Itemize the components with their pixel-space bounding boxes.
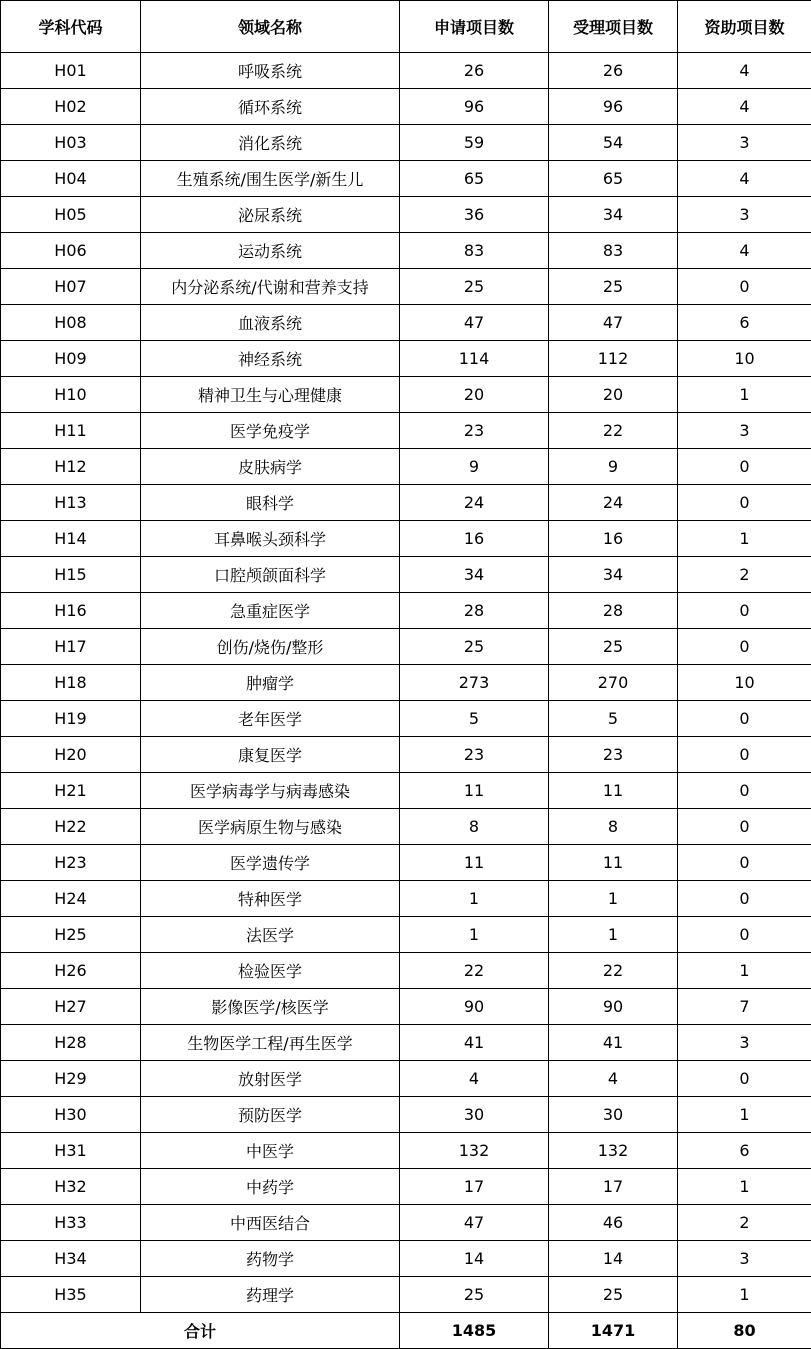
table-row [1,1025,811,1061]
table-body [1,53,811,1313]
subject-code-cell: H19 [1,701,141,737]
accepted-count-cell: 20 [549,377,678,413]
funded-count-cell: 0 [678,737,811,773]
applied-count-cell: 22 [400,953,549,989]
subject-code-cell: H33 [1,1205,141,1241]
field-name-cell: 肿瘤学 [141,665,400,701]
funded-count-cell: 3 [678,125,811,161]
table-row [1,989,811,1025]
accepted-count-cell: 83 [549,233,678,269]
applied-count-cell: 1 [400,917,549,953]
table-row [1,1277,811,1313]
applied-count-cell: 83 [400,233,549,269]
accepted-count-cell: 112 [549,341,678,377]
table-row [1,377,811,413]
subject-code-cell: H18 [1,665,141,701]
table-row [1,233,811,269]
subject-code-cell: H13 [1,485,141,521]
table-row [1,413,811,449]
subject-code-cell: H17 [1,629,141,665]
field-name-cell: 医学遗传学 [141,845,400,881]
header-funded-count: 资助项目数 [678,1,811,53]
table-row [1,1061,811,1097]
funded-count-cell: 0 [678,701,811,737]
funded-count-cell: 1 [678,953,811,989]
funded-count-cell: 1 [678,1097,811,1133]
applied-count-cell: 41 [400,1025,549,1061]
applied-count-cell: 65 [400,161,549,197]
funded-count-cell: 0 [678,773,811,809]
subject-code-cell: H24 [1,881,141,917]
accepted-count-cell: 8 [549,809,678,845]
subject-code-cell: H14 [1,521,141,557]
applied-count-cell: 1 [400,881,549,917]
applied-count-cell: 34 [400,557,549,593]
accepted-count-cell: 11 [549,845,678,881]
accepted-count-cell: 34 [549,197,678,233]
applied-count-cell: 25 [400,269,549,305]
accepted-count-cell: 96 [549,89,678,125]
table-row [1,629,811,665]
subject-code-cell: H15 [1,557,141,593]
accepted-count-cell: 47 [549,305,678,341]
field-name-cell: 呼吸系统 [141,53,400,89]
accepted-count-cell: 41 [549,1025,678,1061]
table-row [1,53,811,89]
field-name-cell: 耳鼻喉头颈科学 [141,521,400,557]
subject-code-cell: H29 [1,1061,141,1097]
field-name-cell: 医学免疫学 [141,413,400,449]
field-name-cell: 影像医学/核医学 [141,989,400,1025]
subject-code-cell: H21 [1,773,141,809]
subject-code-cell: H25 [1,917,141,953]
funded-count-cell: 1 [678,377,811,413]
applied-count-cell: 47 [400,305,549,341]
table-row [1,125,811,161]
applied-count-cell: 8 [400,809,549,845]
field-name-cell: 药理学 [141,1277,400,1313]
header-row [1,1,811,53]
applied-count-cell: 11 [400,845,549,881]
field-name-cell: 中药学 [141,1169,400,1205]
applied-count-cell: 16 [400,521,549,557]
applied-count-cell: 25 [400,1277,549,1313]
subject-code-cell: H28 [1,1025,141,1061]
applied-count-cell: 96 [400,89,549,125]
subject-code-cell: H07 [1,269,141,305]
accepted-count-cell: 34 [549,557,678,593]
table-row [1,917,811,953]
table-row [1,845,811,881]
field-name-cell: 泌尿系统 [141,197,400,233]
accepted-count-cell: 11 [549,773,678,809]
subject-code-cell: H06 [1,233,141,269]
applied-count-cell: 25 [400,629,549,665]
subject-code-cell: H08 [1,305,141,341]
field-name-cell: 康复医学 [141,737,400,773]
funded-count-cell: 10 [678,665,811,701]
field-name-cell: 法医学 [141,917,400,953]
funded-count-cell: 10 [678,341,811,377]
field-name-cell: 预防医学 [141,1097,400,1133]
subject-code-cell: H11 [1,413,141,449]
subject-code-cell: H09 [1,341,141,377]
field-name-cell: 神经系统 [141,341,400,377]
subject-code-cell: H05 [1,197,141,233]
table-row [1,1097,811,1133]
table-row [1,89,811,125]
field-name-cell: 检验医学 [141,953,400,989]
applied-count-cell: 20 [400,377,549,413]
funded-count-cell: 0 [678,449,811,485]
subject-code-cell: H35 [1,1277,141,1313]
subject-code-cell: H30 [1,1097,141,1133]
field-name-cell: 血液系统 [141,305,400,341]
accepted-count-cell: 22 [549,953,678,989]
accepted-count-cell: 30 [549,1097,678,1133]
field-name-cell: 中西医结合 [141,1205,400,1241]
subject-code-cell: H32 [1,1169,141,1205]
applied-count-cell: 26 [400,53,549,89]
header-field-name: 领域名称 [141,1,400,53]
funded-count-cell: 2 [678,557,811,593]
applied-count-cell: 17 [400,1169,549,1205]
accepted-count-cell: 90 [549,989,678,1025]
subject-code-cell: H02 [1,89,141,125]
applied-count-cell: 23 [400,413,549,449]
accepted-count-cell: 17 [549,1169,678,1205]
total-row [1,1313,811,1349]
funded-count-cell: 0 [678,485,811,521]
accepted-count-cell: 46 [549,1205,678,1241]
accepted-count-cell: 28 [549,593,678,629]
table-row [1,773,811,809]
subject-code-cell: H10 [1,377,141,413]
accepted-count-cell: 65 [549,161,678,197]
table-row [1,809,811,845]
applied-count-cell: 24 [400,485,549,521]
subject-code-cell: H22 [1,809,141,845]
field-name-cell: 医学病毒学与病毒感染 [141,773,400,809]
accepted-count-cell: 54 [549,125,678,161]
total-accepted: 1471 [549,1313,678,1349]
accepted-count-cell: 1 [549,881,678,917]
subject-code-cell: H03 [1,125,141,161]
accepted-count-cell: 14 [549,1241,678,1277]
field-name-cell: 生殖系统/围生医学/新生儿 [141,161,400,197]
field-name-cell: 消化系统 [141,125,400,161]
applied-count-cell: 90 [400,989,549,1025]
applied-count-cell: 273 [400,665,549,701]
field-name-cell: 生物医学工程/再生医学 [141,1025,400,1061]
accepted-count-cell: 25 [549,269,678,305]
funded-count-cell: 4 [678,161,811,197]
funded-count-cell: 2 [678,1205,811,1241]
applied-count-cell: 5 [400,701,549,737]
table-row [1,701,811,737]
table-row [1,521,811,557]
accepted-count-cell: 1 [549,917,678,953]
field-name-cell: 放射医学 [141,1061,400,1097]
accepted-count-cell: 26 [549,53,678,89]
funded-count-cell: 0 [678,881,811,917]
funded-count-cell: 6 [678,1133,811,1169]
funded-count-cell: 4 [678,89,811,125]
applied-count-cell: 36 [400,197,549,233]
subject-code-cell: H16 [1,593,141,629]
subject-code-cell: H31 [1,1133,141,1169]
table-row [1,269,811,305]
funded-count-cell: 1 [678,1277,811,1313]
field-name-cell: 特种医学 [141,881,400,917]
accepted-count-cell: 4 [549,1061,678,1097]
accepted-count-cell: 9 [549,449,678,485]
field-name-cell: 运动系统 [141,233,400,269]
funded-count-cell: 1 [678,521,811,557]
applied-count-cell: 47 [400,1205,549,1241]
field-name-cell: 老年医学 [141,701,400,737]
funded-count-cell: 7 [678,989,811,1025]
funded-count-cell: 0 [678,629,811,665]
field-name-cell: 循环系统 [141,89,400,125]
accepted-count-cell: 25 [549,629,678,665]
funded-count-cell: 0 [678,269,811,305]
funded-count-cell: 3 [678,1025,811,1061]
field-name-cell: 皮肤病学 [141,449,400,485]
total-applied: 1485 [400,1313,549,1349]
funded-count-cell: 4 [678,233,811,269]
total-label: 合计 [1,1313,400,1349]
table-row [1,881,811,917]
table-row [1,737,811,773]
applied-count-cell: 59 [400,125,549,161]
subject-code-cell: H04 [1,161,141,197]
total-funded: 80 [678,1313,811,1349]
field-name-cell: 创伤/烧伤/整形 [141,629,400,665]
funded-count-cell: 3 [678,413,811,449]
subject-code-cell: H01 [1,53,141,89]
table-row [1,665,811,701]
accepted-count-cell: 23 [549,737,678,773]
table-row [1,197,811,233]
header-accepted-count: 受理项目数 [549,1,678,53]
table-row [1,953,811,989]
funded-count-cell: 0 [678,1061,811,1097]
accepted-count-cell: 25 [549,1277,678,1313]
table-row [1,1133,811,1169]
accepted-count-cell: 22 [549,413,678,449]
funded-count-cell: 0 [678,809,811,845]
field-name-cell: 药物学 [141,1241,400,1277]
accepted-count-cell: 24 [549,485,678,521]
field-name-cell: 眼科学 [141,485,400,521]
field-name-cell: 内分泌系统/代谢和营养支持 [141,269,400,305]
table-row [1,557,811,593]
accepted-count-cell: 132 [549,1133,678,1169]
accepted-count-cell: 270 [549,665,678,701]
funded-count-cell: 6 [678,305,811,341]
funded-count-cell: 0 [678,917,811,953]
funded-count-cell: 0 [678,593,811,629]
header-applied-count: 申请项目数 [400,1,549,53]
funded-count-cell: 1 [678,1169,811,1205]
subject-code-cell: H34 [1,1241,141,1277]
subject-code-cell: H23 [1,845,141,881]
subject-code-cell: H27 [1,989,141,1025]
table-row [1,1169,811,1205]
field-name-cell: 中医学 [141,1133,400,1169]
applied-count-cell: 132 [400,1133,549,1169]
funded-count-cell: 0 [678,845,811,881]
funded-count-cell: 3 [678,1241,811,1277]
accepted-count-cell: 5 [549,701,678,737]
header-subject-code: 学科代码 [1,1,141,53]
table-row [1,161,811,197]
applied-count-cell: 114 [400,341,549,377]
applied-count-cell: 11 [400,773,549,809]
table-row [1,305,811,341]
field-name-cell: 精神卫生与心理健康 [141,377,400,413]
accepted-count-cell: 16 [549,521,678,557]
table-row [1,1241,811,1277]
applied-count-cell: 9 [400,449,549,485]
applied-count-cell: 14 [400,1241,549,1277]
subject-code-cell: H26 [1,953,141,989]
field-name-cell: 口腔颅颌面科学 [141,557,400,593]
table-row [1,593,811,629]
funded-count-cell: 3 [678,197,811,233]
applied-count-cell: 4 [400,1061,549,1097]
subject-code-cell: H12 [1,449,141,485]
funded-count-cell: 4 [678,53,811,89]
applied-count-cell: 23 [400,737,549,773]
table-row [1,341,811,377]
applied-count-cell: 28 [400,593,549,629]
field-name-cell: 医学病原生物与感染 [141,809,400,845]
table-row [1,449,811,485]
applied-count-cell: 30 [400,1097,549,1133]
field-name-cell: 急重症医学 [141,593,400,629]
table-row [1,1205,811,1241]
table-row [1,485,811,521]
subject-code-cell: H20 [1,737,141,773]
